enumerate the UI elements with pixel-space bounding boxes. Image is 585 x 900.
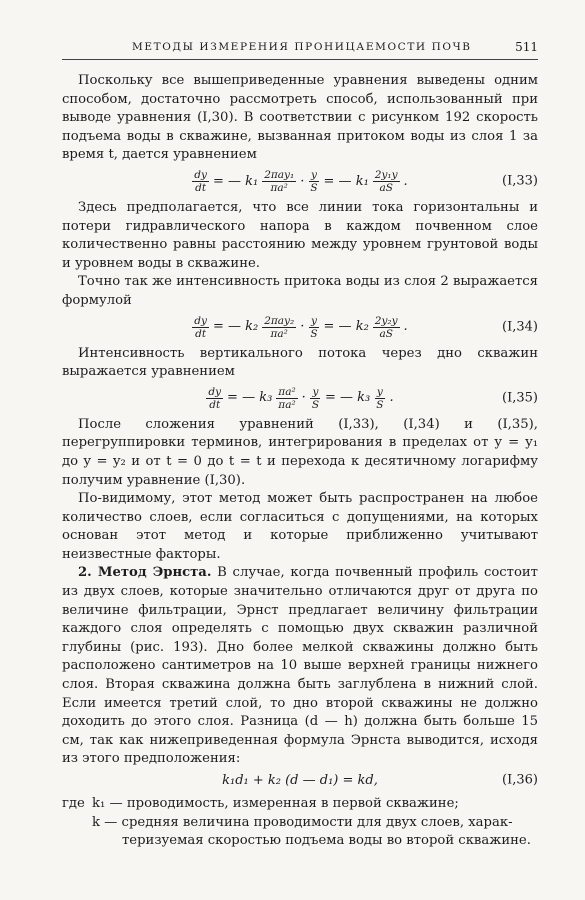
fraction: $\frac{dy}{dt}$	[194, 169, 207, 195]
equation-i35	[62, 382, 538, 416]
paragraph-7	[62, 564, 538, 769]
fraction: $\frac{\text{2y₁y}}{aS}$	[374, 169, 398, 195]
fraction: $\frac{\text{2πay₁}}{\text{πa²}}$	[264, 169, 295, 195]
fraction: $\frac{\text{2y₂y}}{aS}$	[374, 315, 398, 341]
variable-legend	[62, 795, 538, 851]
fraction: $\frac{y}{S}$	[311, 386, 320, 412]
running-title: МЕТОДЫ ИЗМЕРЕНИЯ ПРОНИЦАЕМОСТИ ПОЧВ	[132, 41, 472, 53]
equation-number: (I,34)	[502, 319, 538, 335]
page-body	[62, 72, 538, 851]
paragraph-2: Здесь предполагается, что все линии тока горизонтальны и потери гидравлического напора в каждом почвенном слое количественно равны расстоянию между уровнем грунтовой воды и уровнем воды в скважине.	[62, 199, 538, 271]
equation-i33-expression: $\frac{dy}{dt}$ = — k₁ $\frac{\text{2πay₁}}{\text{πa²}}$ · $\frac{y}{S}$ = — k₁ $\frac{\text{2y₁y}}{aS}$ .	[194, 169, 408, 195]
legend-line-1: k₁ — проводимость, измеренная в первой скважине;	[92, 796, 459, 811]
paragraph-1: Поскольку все вышеприведенные уравнения выведены одним способом, достаточно рассмотреть способ, использованный при выводе уравнения (I,30). В соответствии с рисунком 192 скорость подъема воды в скважине, вызванная притоком воды из слоя 1 за время t, дается уравнением	[62, 73, 538, 163]
fraction: $\frac{\text{2πay₂}}{\text{πa²}}$	[264, 315, 295, 341]
equation-number: (I,33)	[502, 173, 538, 189]
header-rule	[62, 59, 538, 60]
fraction: $\frac{y}{S}$	[310, 315, 318, 341]
equation-i35-expression: $\frac{dy}{dt}$ = — k₃ $\frac{\text{πa²}}{\text{πa²}}$ · $\frac{y}{S}$ = — k₃ $\frac{y}{S}$ .	[208, 386, 394, 412]
page-header	[62, 40, 538, 58]
equation-number: (I,35)	[502, 390, 538, 406]
section-heading: 2. Метод Эрнста.	[78, 565, 212, 581]
equation-number: (I,36)	[502, 772, 538, 788]
paragraph-3: Точно так же интенсивность притока воды из слоя 2 выражается формулой	[62, 274, 538, 308]
equation-i36-expression: k₁d₁ + k₂ (d — d₁) = kd,	[222, 772, 378, 788]
equation-i33	[62, 165, 538, 199]
legend-line-3: теризуемая скоростью подъема воды во второй скважине.	[122, 833, 531, 849]
paragraph-6: По-видимому, этот метод может быть распространен на любое количество слоев, если согласиться с допущениями, на которых основан этот метод и которые приближенно учитывают неизвестные факторы.	[62, 491, 538, 562]
legend-where: где	[62, 796, 85, 811]
equation-i36	[62, 769, 538, 793]
equation-i34	[62, 311, 538, 345]
legend-line-2: k — средняя величина проводимости для двух слоев, харак-	[92, 814, 513, 830]
fraction: $\frac{dy}{dt}$	[194, 315, 207, 341]
fraction: $\frac{dy}{dt}$	[208, 386, 222, 412]
fraction: $\frac{\text{πa²}}{\text{πa²}}$	[278, 386, 296, 412]
paragraph-4: Интенсивность вертикального потока через дно скважин выражается уравнением	[62, 345, 538, 380]
fraction: $\frac{y}{S}$	[310, 169, 318, 195]
page-number: 511	[515, 40, 538, 54]
fraction: $\frac{y}{S}$	[376, 386, 384, 412]
equation-i34-expression: $\frac{dy}{dt}$ = — k₂ $\frac{\text{2πay₂}}{\text{πa²}}$ · $\frac{y}{S}$ = — k₂ $\frac{\text{2y₂y}}{aS}$ .	[194, 315, 408, 341]
paragraph-5: После сложения уравнений (I,33), (I,34) и (I,35), перегруппировки терминов, интегрирования в пределах от y = y₁ до y = y₂ и от t = 0 до t = t и перехода к десятичному логарифму получим уравнение (I,30).	[62, 416, 538, 488]
paragraph-7-text: В случае, когда почвенный профиль состоит из двух слоев, которые значительно отличаются друг от друга по величине фильтрации, Эрнст предлагает величину фильтрации каждого слоя определять с помощью двух скважин различной глубины (рис. 193). Дно более мелкой скважины должно быть расположено сантиметров на 10 выше верхней границы нижнего слоя. Вторая скважина должна быть заглублена в нижний слой. Если имеется третий слой, то дно второй скважины не должно доходить до этого слоя. Разница (d — h) должна быть больше 15 см, так как нижеприведенная формула Эрнста выводится, исходя из этого предположения:	[62, 565, 538, 767]
